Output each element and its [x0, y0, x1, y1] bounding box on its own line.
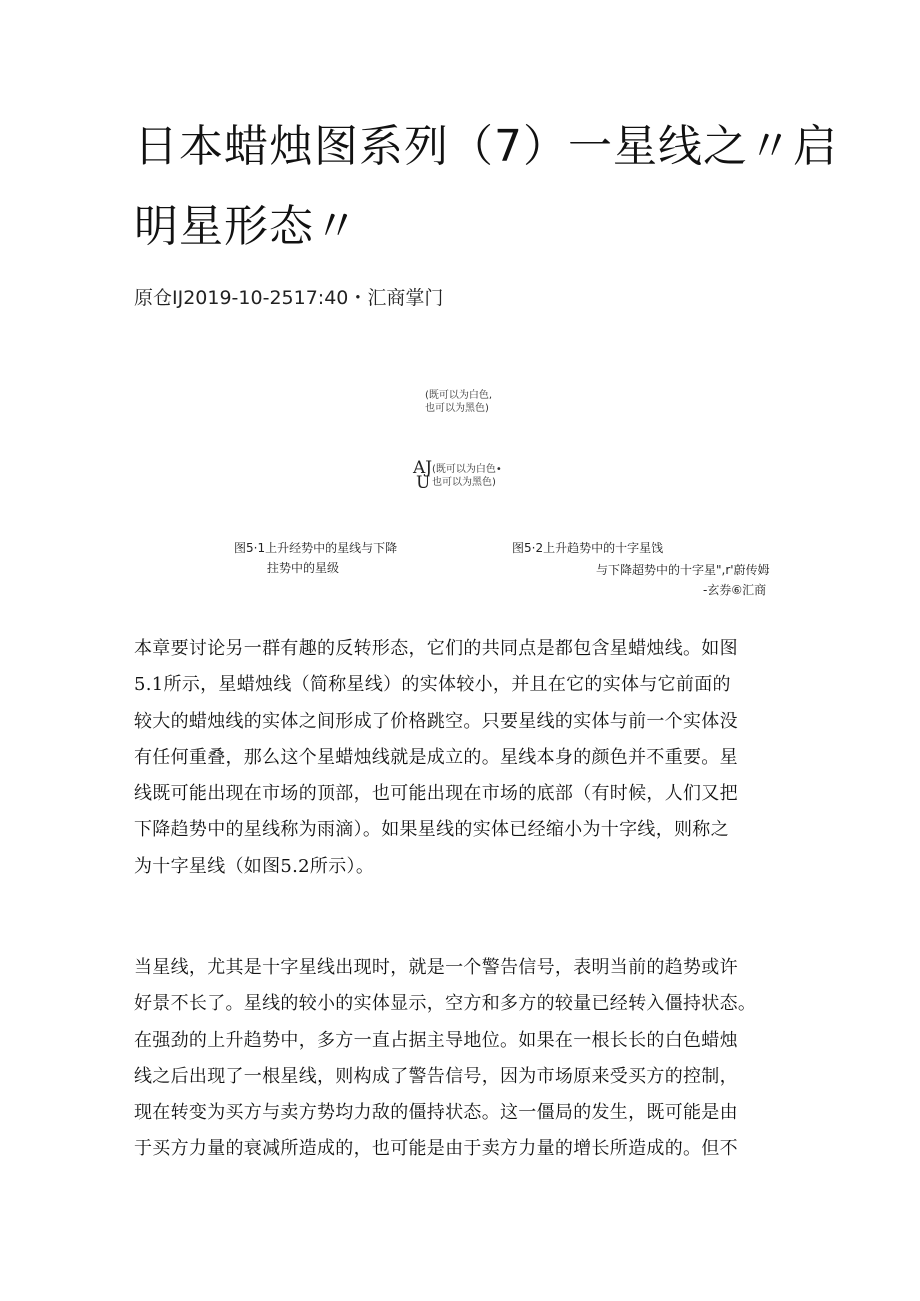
figure-note-1-line-1: (既可以为白色,: [425, 390, 493, 401]
figure-candle-glyph: [413, 458, 433, 493]
paragraph-line: 线既可能出现在市场的顶部，也可能出现在市场的底部（有时候，人们又把: [134, 783, 738, 805]
paragraph-line: 为十字星线（如图5.2所示）。: [134, 855, 375, 877]
article-meta: 原仓IJ2019-10-2517:40・汇商掌门: [134, 287, 444, 309]
paragraph-line: 好景不长了。星线的较小的实体显示，空方和多方的较量已经转入僵持状态。: [134, 993, 757, 1015]
figure-candle-glyph-bottom: U: [416, 473, 431, 493]
figure-caption-right-line-3: -玄券⑥汇商: [703, 583, 767, 597]
figure-note-1: [425, 389, 492, 415]
article-title-line-1: 日本蜡烛图系列（7）一星线之〃启: [134, 121, 838, 172]
paragraph-line: 本章要讨论另一群有趣的反转形态，它们的共同点是都包含星蜡烛线。如图: [134, 638, 738, 659]
paragraph-line: 有任何重叠，那么这个星蜡烛线就是成立的。星线本身的颜色并不重要。星: [134, 746, 738, 768]
figure-note-2-line-1: (既可以为白色•: [432, 464, 502, 475]
paragraph-line: 当星线，尤其是十字星线出现时，就是一个警告信号，表明当前的趋势或许: [134, 957, 738, 978]
paragraph-line: 下降趋势中的星线称为雨滴）。如果星线的实体已经缩小为十字线，则称之: [134, 819, 729, 841]
figure-note-2: [432, 463, 502, 489]
paragraph-line: 在强劲的上升趋势中，多方一直占据主导地位。如果在一根长长的白色蜡烛: [134, 1029, 738, 1051]
paragraph-line: 5.1所示，星蜡烛线（简称星线）的实体较小，并且在它的实体与它前面的: [134, 674, 731, 696]
figure-candle-glyph-top: AJ: [413, 458, 433, 478]
figure-note-1-line-2: 也可以为黑色): [425, 403, 489, 414]
figure-caption-left-line-2: 拄势中的星级: [267, 561, 340, 575]
body-paragraph-2: [134, 950, 794, 1168]
figure-caption-right-line-2: 与下降超势中的十字星",r'蔚传姆: [596, 563, 770, 577]
article-title-line-2: 明星形态〃: [134, 201, 359, 252]
paragraph-line: 现在转变为买方与卖方势均力敌的僵持状态。这一僵局的发生，既可能是由: [134, 1102, 738, 1124]
figure-note-2-line-2: 也可以为黑色): [432, 477, 496, 488]
paragraph-line: 于买方力量的衰减所造成的，也可能是由于卖方力量的增长所造成的。但不: [134, 1138, 738, 1160]
body-paragraph-1: [134, 631, 794, 885]
figure-caption-right-line-1: 图5·2上升趋势中的十字星饯: [512, 541, 664, 555]
figure-caption-left-line-1: 图5·1上升经势中的星线与下降: [234, 541, 398, 555]
paragraph-line: 线之后出现了一根星线，则构成了警告信号，因为市场原来受买方的控制，: [134, 1065, 738, 1087]
paragraph-line: 较大的蜡烛线的实体之间形成了价格跳空。只要星线的实体与前一个实体没: [134, 710, 738, 732]
